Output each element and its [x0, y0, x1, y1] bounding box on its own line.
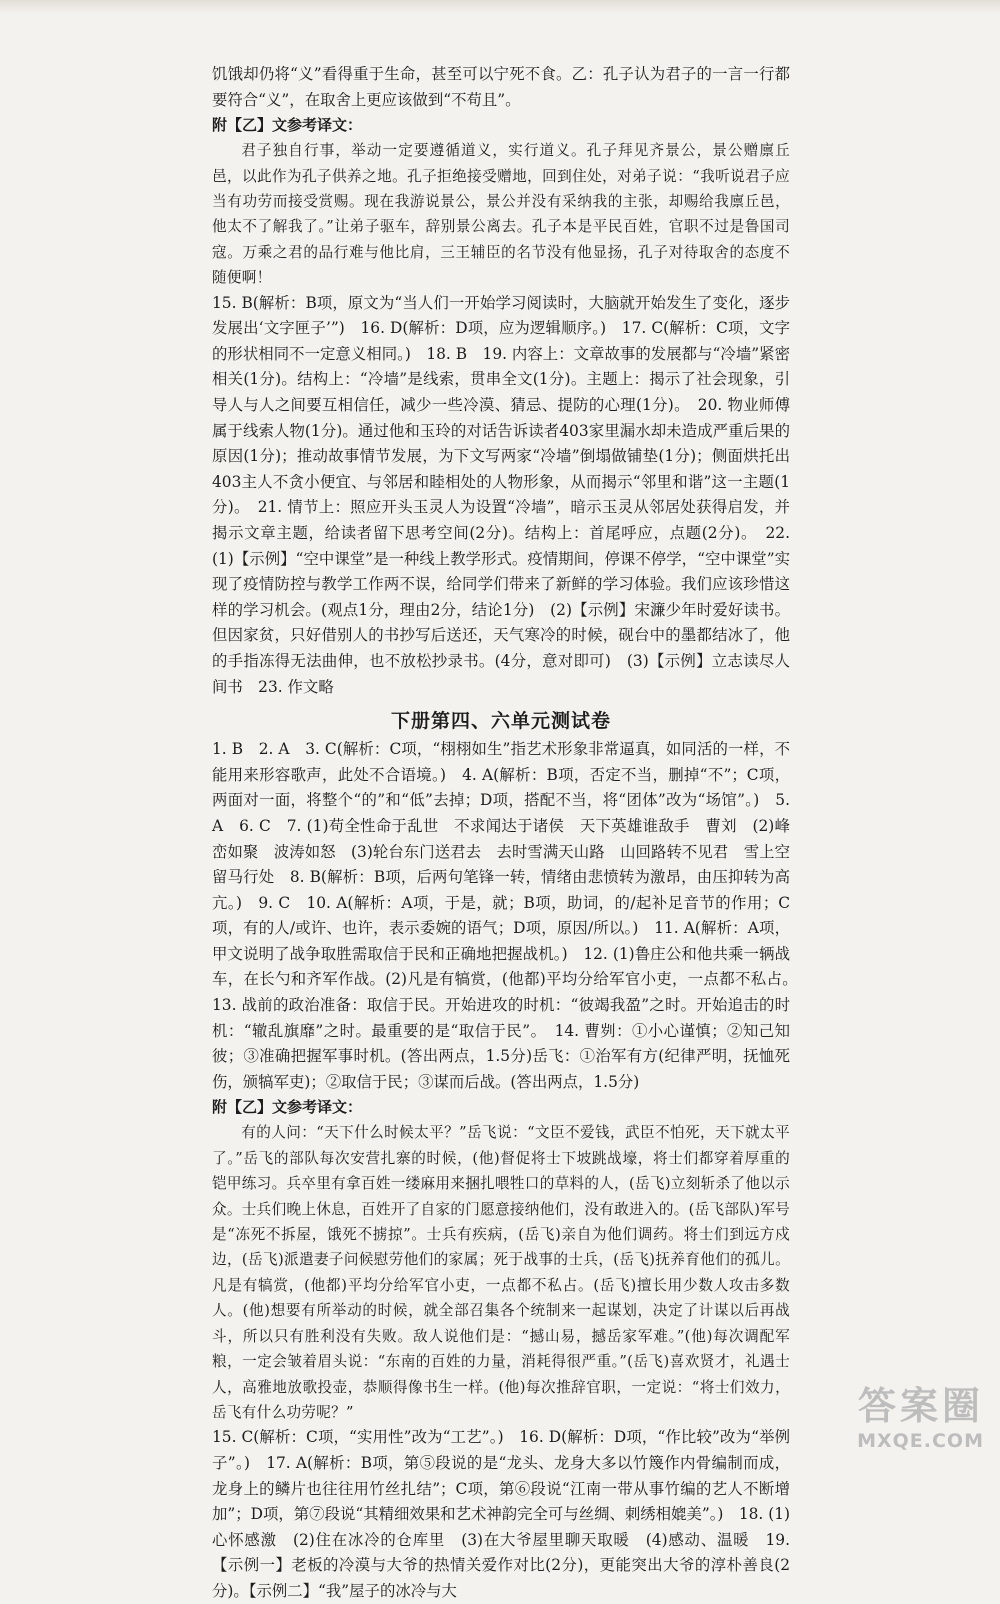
site-watermark: [857, 1375, 984, 1452]
answer-page: [212, 62, 806, 1604]
section-title: 下册第四、六单元测试卷: [390, 710, 611, 733]
answers-block: 15. B(解析：B项，原文为“当人们一开始学习阅读时，大脑就开始发生了变化，逐步发展出‘文字匣子’”) 16. D(解析：D项，应为逻辑顺序。) 17. C(解析：C项，文字的形状相同不一定意义相同。) 18. B 19. 内容上：文章故事的发展都与“冷墙”紧密相关(1分)。结构上：“冷墙”是线索，贯串全文(1分)。主题上：揭示了社会现象，引导人与人之间要互相信任，减少一些冷漠、猜忌、提防的心理(1分)。 20. 物业师傅属于线索人物(1分)。通过他和玉玲的对话告诉读者403家里漏水却未造成严重后果的原因(1分)；推动故事情节发展，为下文写两家“冷墙”倒塌做铺垫(1分)；侧面烘托出403主人不贪小便宜、与邻居和睦相处的人物形象，从而揭示“邻里和谐”这一主题(1分)。 21. 情节上：照应开头玉灵人为设置“冷墙”，暗示玉灵从邻居处获得启发，并揭示文章主题，给读者留下思考空间(2分)。结构上：首尾呼应，点题(2分)。 22. (1)【示例】“空中课堂”是一种线上教学形式。疫情期间，停课不停学，“空中课堂”实现了疫情防控与教学工作两不误，给同学们带来了新鲜的学习体验。我们应该珍惜这样的学习机会。(观点1分，理由2分，结论1分) (2)【示例】宋濂少年时爱好读书。但因家贫，只好借别人的书抄写后送还，天气寒冷的时候，砚台中的墨都结冰了，他的手指冻得无法曲伸，也不放松抄录书。(4分，意对即可) (3)【示例】立志读尽人间书 23. 作文略: [212, 293, 790, 696]
scan-top-edge: [0, 0, 1000, 14]
translation-label-2: 附【乙】文参考译文：: [212, 1098, 363, 1117]
section-2: [212, 737, 806, 1604]
section-1-intro: 饥饿却仍将“义”看得重于生命，甚至可以宁死不食。乙：孔子认为君子的一言一行都要符合“义”，在取舍上更应该做到“不苟且”。: [212, 65, 790, 109]
watermark-domain: MXQE.COM: [857, 1430, 984, 1452]
translation-label: 附【乙】文参考译文：: [212, 116, 363, 135]
answers-block-2: 1. B 2. A 3. C(解析：C项，“栩栩如生”指艺术形象非常逼真，如同活的一样，不能用来形容歌声，此处不合语境。) 4. A(解析：B项，否定不当，删掉“不”；C项，两面对一面，将整个“的”和“低”去掉；D项，搭配不当，将“团体”改为“场馆”。) 5. A 6. C 7. (1)苟全性命于乱世 不求闻达于诸侯 天下英雄谁敌手 曹刘 (2)峰峦如聚 波涛如怒 (3)轮台东门送君去 去时雪满天山路 山回路转不见君 雪上空留马行处 8. B(解析：B项，后两句笔锋一转，情绪由悲愤转为激昂，由压抑转为高亢。) 9. C 10. A(解析：A项，于是，就；B项，助词，的/起补足音节的作用；C项，有的人/或许、也许，表示委婉的语气；D项，原因/所以。) 11. A(解析：A项，甲文说明了战争取胜需取信于民和正确地把握战机。) 12. (1)鲁庄公和他共乘一辆战车，在长勺和齐军作战。(2)凡是有犒赏，(他都)平均分给军官小吏，一点都不私占。 13. 战前的政治准备：取信于民。开始进攻的时机：“彼竭我盈”之时。开始追击的时机：“辙乱旗靡”之时。最重要的是“取信于民”。 14. 曹刿：①小心谨慎；②知己知彼；③准确把握军事时机。(答出两点，1.5分)岳飞：①治军有方(纪律严明，抚恤死伤，颁犒军吏)；②取信于民；③谋而后战。(答出两点，1.5分): [212, 740, 806, 1091]
translation-text-2: 有的人问：“天下什么时候太平？”岳飞说：“文臣不爱钱，武臣不怕死，天下就太平了。”岳飞的部队每次安营扎寨的时候，(他)督促将士下坡跳战壕，将士们都穿着厚重的铠甲练习。兵卒里有拿百姓一缕麻用来捆扎喂牲口的草料的人，(岳飞)立刻斩杀了他以示众。士兵们晚上休息，百姓开了自家的门愿意接纳他们，没有敢进入的。(岳飞部队)军号是“冻死不拆屋，饿死不掳掠”。士兵有疾病，(岳飞)亲自为他们调药。将士们到远方戍边，(岳飞)派遣妻子问候慰劳他们的家属；死于战事的士兵，(岳飞)抚养育他们的孤儿。凡是有犒赏，(他都)平均分给军官小吏，一点都不私占。(岳飞)擅长用少数人攻击多数人。(他)想要有所举动的时候，就全部召集各个统制来一起谋划，决定了计谋以后再战斗，所以只有胜利没有失败。敌人说他们是：“撼山易，撼岳家军难。”(他)每次调配军粮，一定会皱着眉头说：“东南的百姓的力量，消耗得很严重。”(岳飞)喜欢贤才，礼遇士人，高雅地放歌投壶，恭顺得像书生一样。(他)每次推辞官职，一定说：“将士们效力，岳飞有什么功劳呢？”: [212, 1124, 790, 1421]
translation-text: 君子独自行事，举动一定要遵循道义，实行道义。孔子拜见齐景公，景公赠廪丘邑，以此作为孔子供养之地。孔子拒绝接受赠地，回到住处，对弟子说：“我听说君子应当有功劳而接受赏赐。现在我游说景公，景公并没有采纳我的主张，却赐给我廪丘邑，他太不了解我了。”让弟子驱车，辞别景公离去。孔子本是平民百姓，官职不过是鲁国司寇。万乘之君的品行难与他比肩，三王辅臣的名节没有他显扬，孔子对待取舍的态度不随便啊！: [212, 142, 790, 287]
watermark-logo-text: 答案圈: [857, 1384, 984, 1428]
answers-block-3: 15. C(解析：C项，“实用性”改为“工艺”。) 16. D(解析：D项，“作比较”改为“举例子”。) 17. A(解析：B项，第⑤段说的是“龙头、龙身大多以竹篾作内骨编制而成，龙身上的鳞片也往往用竹丝扎结”；C项，第⑥段说“江南一带从事竹编的艺人不断增加”；D项，第⑦段说“其精细效果和艺术神韵完全可与丝绸、刺绣相媲美”。) 18. (1)心怀感激 (2)住在冰冷的仓库里 (3)在大爷屋里聊天取暖 (4)感动、温暖 19. 【示例一】老板的冷漠与大爷的热情关爱作对比(2分)，更能突出大爷的淳朴善良(2分)。【示例二】“我”屋子的冰冷与大: [212, 1428, 790, 1600]
section-1: [212, 62, 790, 700]
